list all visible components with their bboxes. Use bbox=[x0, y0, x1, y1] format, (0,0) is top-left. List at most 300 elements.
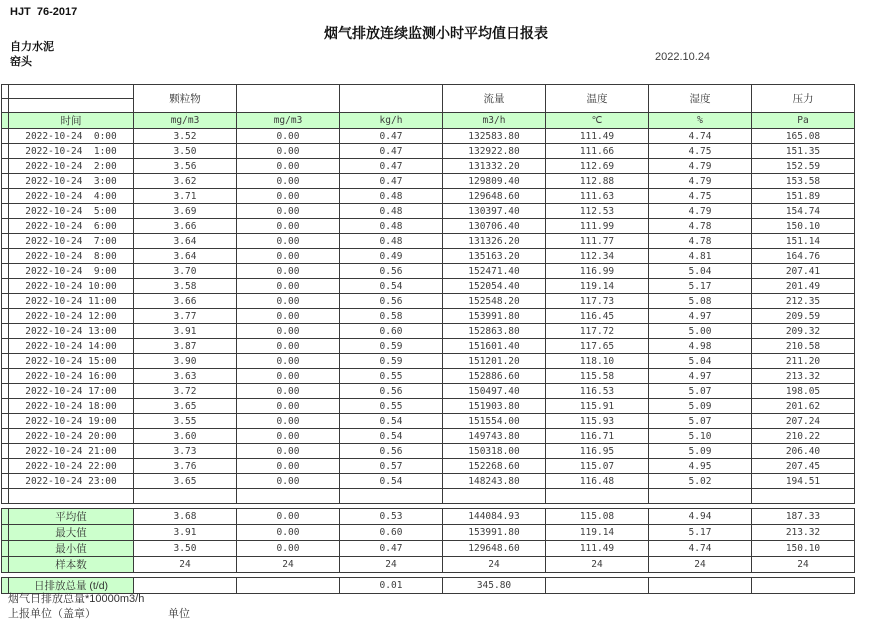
table-row bbox=[2, 339, 855, 354]
summary-label: 最小值 bbox=[9, 541, 134, 557]
daily-total-value-cell: 345.80 bbox=[443, 578, 546, 594]
summary-value-cell: 3.50 bbox=[134, 541, 237, 557]
empty-cell bbox=[9, 489, 134, 504]
value-cell: 111.63 bbox=[546, 189, 649, 204]
value-cell: 0.55 bbox=[340, 399, 443, 414]
value-cell: 207.41 bbox=[752, 264, 855, 279]
value-cell: 0.00 bbox=[237, 249, 340, 264]
column-header bbox=[340, 85, 443, 113]
summary-value-cell: 150.10 bbox=[752, 541, 855, 557]
summary-value-cell: 111.49 bbox=[546, 541, 649, 557]
time-cell: 2022-10-24 9:00 bbox=[9, 264, 134, 279]
value-cell: 0.57 bbox=[340, 459, 443, 474]
empty-cell bbox=[340, 489, 443, 504]
margin-strip-cell bbox=[2, 369, 9, 384]
time-cell: 2022-10-24 7:00 bbox=[9, 234, 134, 249]
value-cell: 119.14 bbox=[546, 279, 649, 294]
summary-value-cell: 0.60 bbox=[340, 525, 443, 541]
time-cell: 2022-10-24 16:00 bbox=[9, 369, 134, 384]
value-cell: 0.00 bbox=[237, 399, 340, 414]
value-cell: 4.79 bbox=[649, 159, 752, 174]
value-cell: 129648.60 bbox=[443, 189, 546, 204]
summary-value-cell: 5.17 bbox=[649, 525, 752, 541]
value-cell: 3.91 bbox=[134, 324, 237, 339]
summary-row bbox=[2, 541, 855, 557]
value-cell: 0.00 bbox=[237, 339, 340, 354]
margin-strip-cell bbox=[2, 144, 9, 159]
margin-strip-cell bbox=[2, 249, 9, 264]
value-cell: 115.58 bbox=[546, 369, 649, 384]
value-cell: 0.00 bbox=[237, 444, 340, 459]
value-cell: 3.71 bbox=[134, 189, 237, 204]
value-cell: 5.07 bbox=[649, 384, 752, 399]
value-cell: 0.56 bbox=[340, 264, 443, 279]
value-cell: 151201.20 bbox=[443, 354, 546, 369]
time-cell: 2022-10-24 12:00 bbox=[9, 309, 134, 324]
value-cell: 0.54 bbox=[340, 474, 443, 489]
time-cell: 2022-10-24 2:00 bbox=[9, 159, 134, 174]
value-cell: 0.54 bbox=[340, 279, 443, 294]
summary-value-cell: 0.00 bbox=[237, 541, 340, 557]
value-cell: 115.91 bbox=[546, 399, 649, 414]
margin-strip-cell bbox=[2, 509, 9, 525]
table-row bbox=[2, 249, 855, 264]
margin-strip-cell bbox=[2, 234, 9, 249]
value-cell: 130706.40 bbox=[443, 219, 546, 234]
value-cell: 0.56 bbox=[340, 384, 443, 399]
value-cell: 111.66 bbox=[546, 144, 649, 159]
margin-strip-cell bbox=[2, 279, 9, 294]
empty-cell bbox=[649, 489, 752, 504]
unit-cell: mg/m3 bbox=[134, 113, 237, 129]
daily-total-label: 日排放总量 (t/d) bbox=[9, 578, 134, 594]
standard-code: HJT 76-2017 bbox=[10, 6, 78, 18]
unit-cell: ℃ bbox=[546, 113, 649, 129]
report-unit-label: 上报单位（盖章） bbox=[8, 608, 96, 620]
summary-value-cell: 24 bbox=[134, 557, 237, 573]
table-row bbox=[2, 219, 855, 234]
table-row bbox=[2, 234, 855, 249]
value-cell: 151903.80 bbox=[443, 399, 546, 414]
value-cell: 4.79 bbox=[649, 174, 752, 189]
value-cell: 3.87 bbox=[134, 339, 237, 354]
value-cell: 112.53 bbox=[546, 204, 649, 219]
value-cell: 0.00 bbox=[237, 174, 340, 189]
value-cell: 0.00 bbox=[237, 369, 340, 384]
value-cell: 131332.20 bbox=[443, 159, 546, 174]
value-cell: 0.47 bbox=[340, 144, 443, 159]
unit-cell: mg/m3 bbox=[237, 113, 340, 129]
value-cell: 3.56 bbox=[134, 159, 237, 174]
value-cell: 0.00 bbox=[237, 459, 340, 474]
value-cell: 212.35 bbox=[752, 294, 855, 309]
table-row bbox=[2, 144, 855, 159]
margin-strip-cell bbox=[2, 429, 9, 444]
value-cell: 3.76 bbox=[134, 459, 237, 474]
table-row bbox=[2, 174, 855, 189]
value-cell: 3.60 bbox=[134, 429, 237, 444]
time-cell: 2022-10-24 18:00 bbox=[9, 399, 134, 414]
empty-cell bbox=[134, 489, 237, 504]
value-cell: 111.77 bbox=[546, 234, 649, 249]
value-cell: 0.47 bbox=[340, 174, 443, 189]
value-cell: 130397.40 bbox=[443, 204, 546, 219]
value-cell: 0.00 bbox=[237, 279, 340, 294]
value-cell: 154.74 bbox=[752, 204, 855, 219]
value-cell: 0.56 bbox=[340, 444, 443, 459]
value-cell: 0.48 bbox=[340, 219, 443, 234]
value-cell: 135163.20 bbox=[443, 249, 546, 264]
value-cell: 112.88 bbox=[546, 174, 649, 189]
value-cell: 152054.40 bbox=[443, 279, 546, 294]
time-cell: 2022-10-24 8:00 bbox=[9, 249, 134, 264]
value-cell: 201.62 bbox=[752, 399, 855, 414]
value-cell: 116.48 bbox=[546, 474, 649, 489]
value-cell: 152548.20 bbox=[443, 294, 546, 309]
value-cell: 3.66 bbox=[134, 219, 237, 234]
unit-row bbox=[2, 113, 855, 129]
value-cell: 4.95 bbox=[649, 459, 752, 474]
margin-strip-cell bbox=[2, 474, 9, 489]
value-cell: 111.99 bbox=[546, 219, 649, 234]
table-row bbox=[2, 474, 855, 489]
value-cell: 152471.40 bbox=[443, 264, 546, 279]
margin-strip-cell bbox=[2, 414, 9, 429]
unit-label: 单位 bbox=[168, 608, 190, 620]
margin-strip-cell bbox=[2, 174, 9, 189]
value-cell: 151.89 bbox=[752, 189, 855, 204]
time-cell: 2022-10-24 22:00 bbox=[9, 459, 134, 474]
value-cell: 0.48 bbox=[340, 189, 443, 204]
value-cell: 0.54 bbox=[340, 414, 443, 429]
unit-cell: Pa bbox=[752, 113, 855, 129]
value-cell: 5.04 bbox=[649, 264, 752, 279]
table-row bbox=[2, 429, 855, 444]
margin-strip-cell bbox=[2, 189, 9, 204]
summary-value-cell: 4.94 bbox=[649, 509, 752, 525]
value-cell: 198.05 bbox=[752, 384, 855, 399]
table-row bbox=[2, 384, 855, 399]
value-cell: 116.99 bbox=[546, 264, 649, 279]
value-cell: 0.00 bbox=[237, 474, 340, 489]
margin-strip-cell bbox=[2, 459, 9, 474]
time-cell: 2022-10-24 11:00 bbox=[9, 294, 134, 309]
time-cell: 2022-10-24 4:00 bbox=[9, 189, 134, 204]
value-cell: 194.51 bbox=[752, 474, 855, 489]
value-cell: 4.98 bbox=[649, 339, 752, 354]
value-cell: 0.00 bbox=[237, 189, 340, 204]
value-cell: 0.00 bbox=[237, 309, 340, 324]
margin-strip-cell bbox=[2, 113, 9, 129]
time-cell: 2022-10-24 0:00 bbox=[9, 129, 134, 144]
value-cell: 207.45 bbox=[752, 459, 855, 474]
time-cell: 2022-10-24 3:00 bbox=[9, 174, 134, 189]
value-cell: 5.07 bbox=[649, 414, 752, 429]
value-cell: 153991.80 bbox=[443, 309, 546, 324]
daily-total-value-cell bbox=[546, 578, 649, 594]
value-cell: 4.75 bbox=[649, 189, 752, 204]
value-cell: 150497.40 bbox=[443, 384, 546, 399]
report-tables bbox=[1, 84, 855, 594]
unit-cell: m3/h bbox=[443, 113, 546, 129]
value-cell: 118.10 bbox=[546, 354, 649, 369]
empty-row bbox=[2, 489, 855, 504]
table-row bbox=[2, 354, 855, 369]
value-cell: 151.14 bbox=[752, 234, 855, 249]
margin-strip-cell bbox=[2, 489, 9, 504]
summary-value-cell: 24 bbox=[443, 557, 546, 573]
value-cell: 152886.60 bbox=[443, 369, 546, 384]
value-cell: 3.58 bbox=[134, 279, 237, 294]
margin-strip-cell bbox=[2, 384, 9, 399]
value-cell: 117.73 bbox=[546, 294, 649, 309]
time-cell: 2022-10-24 10:00 bbox=[9, 279, 134, 294]
value-cell: 0.58 bbox=[340, 309, 443, 324]
value-cell: 115.93 bbox=[546, 414, 649, 429]
margin-strip-cell bbox=[2, 324, 9, 339]
summary-value-cell: 24 bbox=[340, 557, 443, 573]
report-date: 2022.10.24 bbox=[655, 51, 711, 63]
value-cell: 151601.40 bbox=[443, 339, 546, 354]
table-row bbox=[2, 414, 855, 429]
value-cell: 3.64 bbox=[134, 249, 237, 264]
value-cell: 5.04 bbox=[649, 354, 752, 369]
time-cell: 2022-10-24 21:00 bbox=[9, 444, 134, 459]
empty-cell bbox=[237, 489, 340, 504]
summary-label: 最大值 bbox=[9, 525, 134, 541]
value-cell: 201.49 bbox=[752, 279, 855, 294]
value-cell: 165.08 bbox=[752, 129, 855, 144]
value-cell: 4.97 bbox=[649, 369, 752, 384]
value-cell: 153.58 bbox=[752, 174, 855, 189]
value-cell: 3.65 bbox=[134, 474, 237, 489]
value-cell: 116.71 bbox=[546, 429, 649, 444]
summary-value-cell: 4.74 bbox=[649, 541, 752, 557]
daily-total-value-cell bbox=[237, 578, 340, 594]
value-cell: 3.66 bbox=[134, 294, 237, 309]
value-cell: 4.97 bbox=[649, 309, 752, 324]
daily-total-value-cell bbox=[134, 578, 237, 594]
margin-strip-cell bbox=[2, 354, 9, 369]
value-cell: 3.63 bbox=[134, 369, 237, 384]
margin-strip-cell bbox=[2, 159, 9, 174]
empty-cell bbox=[546, 489, 649, 504]
value-cell: 116.53 bbox=[546, 384, 649, 399]
value-cell: 151.35 bbox=[752, 144, 855, 159]
value-cell: 112.34 bbox=[546, 249, 649, 264]
value-cell: 0.00 bbox=[237, 204, 340, 219]
margin-strip-cell bbox=[2, 309, 9, 324]
time-header-lower-cell bbox=[9, 99, 134, 113]
value-cell: 3.69 bbox=[134, 204, 237, 219]
summary-value-cell: 153991.80 bbox=[443, 525, 546, 541]
value-cell: 209.59 bbox=[752, 309, 855, 324]
time-cell: 2022-10-24 20:00 bbox=[9, 429, 134, 444]
summary-value-cell: 119.14 bbox=[546, 525, 649, 541]
time-cell: 2022-10-24 19:00 bbox=[9, 414, 134, 429]
value-cell: 150318.00 bbox=[443, 444, 546, 459]
time-cell: 2022-10-24 13:00 bbox=[9, 324, 134, 339]
table-row bbox=[2, 189, 855, 204]
column-header: 流量 bbox=[443, 85, 546, 113]
summary-value-cell: 144084.93 bbox=[443, 509, 546, 525]
margin-strip-cell bbox=[2, 264, 9, 279]
table-row bbox=[2, 324, 855, 339]
value-cell: 149743.80 bbox=[443, 429, 546, 444]
summary-table bbox=[1, 508, 855, 573]
value-cell: 150.10 bbox=[752, 219, 855, 234]
value-cell: 164.76 bbox=[752, 249, 855, 264]
empty-cell bbox=[752, 489, 855, 504]
margin-strip-cell bbox=[2, 294, 9, 309]
value-cell: 3.73 bbox=[134, 444, 237, 459]
value-cell: 0.56 bbox=[340, 294, 443, 309]
header-row-pollutants bbox=[2, 85, 855, 99]
value-cell: 3.77 bbox=[134, 309, 237, 324]
time-cell: 2022-10-24 5:00 bbox=[9, 204, 134, 219]
hourly-data-table bbox=[1, 84, 855, 504]
column-header: 颗粒物 bbox=[134, 85, 237, 113]
margin-strip-cell bbox=[2, 85, 9, 99]
value-cell: 117.65 bbox=[546, 339, 649, 354]
time-column-header: 时间 bbox=[9, 113, 134, 129]
value-cell: 0.60 bbox=[340, 324, 443, 339]
value-cell: 4.78 bbox=[649, 219, 752, 234]
column-header: 压力 bbox=[752, 85, 855, 113]
value-cell: 132922.80 bbox=[443, 144, 546, 159]
table-row bbox=[2, 204, 855, 219]
value-cell: 0.47 bbox=[340, 129, 443, 144]
value-cell: 0.00 bbox=[237, 384, 340, 399]
value-cell: 206.40 bbox=[752, 444, 855, 459]
summary-row bbox=[2, 509, 855, 525]
value-cell: 0.00 bbox=[237, 219, 340, 234]
summary-row bbox=[2, 557, 855, 573]
value-cell: 3.52 bbox=[134, 129, 237, 144]
summary-value-cell: 0.47 bbox=[340, 541, 443, 557]
value-cell: 3.70 bbox=[134, 264, 237, 279]
value-cell: 210.58 bbox=[752, 339, 855, 354]
summary-value-cell: 24 bbox=[546, 557, 649, 573]
time-cell: 2022-10-24 23:00 bbox=[9, 474, 134, 489]
time-header-upper-cell bbox=[9, 85, 134, 99]
value-cell: 3.65 bbox=[134, 399, 237, 414]
summary-row bbox=[2, 525, 855, 541]
summary-value-cell: 129648.60 bbox=[443, 541, 546, 557]
unit-cell: % bbox=[649, 113, 752, 129]
value-cell: 148243.80 bbox=[443, 474, 546, 489]
value-cell: 3.90 bbox=[134, 354, 237, 369]
value-cell: 0.00 bbox=[237, 414, 340, 429]
value-cell: 115.07 bbox=[546, 459, 649, 474]
value-cell: 0.00 bbox=[237, 294, 340, 309]
table-row bbox=[2, 159, 855, 174]
value-cell: 0.59 bbox=[340, 339, 443, 354]
value-cell: 5.10 bbox=[649, 429, 752, 444]
summary-value-cell: 0.00 bbox=[237, 525, 340, 541]
value-cell: 0.00 bbox=[237, 264, 340, 279]
value-cell: 5.00 bbox=[649, 324, 752, 339]
value-cell: 4.74 bbox=[649, 129, 752, 144]
value-cell: 0.55 bbox=[340, 369, 443, 384]
summary-value-cell: 24 bbox=[237, 557, 340, 573]
value-cell: 5.02 bbox=[649, 474, 752, 489]
value-cell: 132583.80 bbox=[443, 129, 546, 144]
value-cell: 0.49 bbox=[340, 249, 443, 264]
value-cell: 4.81 bbox=[649, 249, 752, 264]
margin-strip-cell bbox=[2, 129, 9, 144]
margin-strip-cell bbox=[2, 219, 9, 234]
summary-value-cell: 187.33 bbox=[752, 509, 855, 525]
value-cell: 0.00 bbox=[237, 159, 340, 174]
summary-value-cell: 213.32 bbox=[752, 525, 855, 541]
value-cell: 209.32 bbox=[752, 324, 855, 339]
summary-value-cell: 3.91 bbox=[134, 525, 237, 541]
table-row bbox=[2, 264, 855, 279]
table-row bbox=[2, 444, 855, 459]
value-cell: 4.75 bbox=[649, 144, 752, 159]
margin-strip-cell bbox=[2, 444, 9, 459]
value-cell: 0.00 bbox=[237, 144, 340, 159]
value-cell: 4.78 bbox=[649, 234, 752, 249]
value-cell: 0.00 bbox=[237, 324, 340, 339]
empty-cell bbox=[443, 489, 546, 504]
value-cell: 207.24 bbox=[752, 414, 855, 429]
value-cell: 152268.60 bbox=[443, 459, 546, 474]
value-cell: 117.72 bbox=[546, 324, 649, 339]
value-cell: 0.59 bbox=[340, 354, 443, 369]
value-cell: 116.95 bbox=[546, 444, 649, 459]
daily-total-value-cell: 0.01 bbox=[340, 578, 443, 594]
margin-strip-cell bbox=[2, 525, 9, 541]
value-cell: 131326.20 bbox=[443, 234, 546, 249]
table-row bbox=[2, 294, 855, 309]
value-cell: 0.48 bbox=[340, 234, 443, 249]
value-cell: 0.48 bbox=[340, 204, 443, 219]
margin-strip-cell bbox=[2, 399, 9, 414]
margin-strip-cell bbox=[2, 204, 9, 219]
time-cell: 2022-10-24 15:00 bbox=[9, 354, 134, 369]
value-cell: 116.45 bbox=[546, 309, 649, 324]
company-name: 自力水泥 bbox=[10, 41, 54, 53]
time-cell: 2022-10-24 14:00 bbox=[9, 339, 134, 354]
margin-strip-cell bbox=[2, 99, 9, 113]
margin-strip-cell bbox=[2, 557, 9, 573]
report-title: 烟气排放连续监测小时平均值日报表 bbox=[324, 25, 548, 41]
value-cell: 3.72 bbox=[134, 384, 237, 399]
unit-cell: kg/h bbox=[340, 113, 443, 129]
table-row bbox=[2, 309, 855, 324]
daily-total-value-cell bbox=[752, 578, 855, 594]
station-name: 窑头 bbox=[10, 56, 32, 68]
table-row bbox=[2, 399, 855, 414]
table-row bbox=[2, 279, 855, 294]
table-row bbox=[2, 369, 855, 384]
value-cell: 4.79 bbox=[649, 204, 752, 219]
value-cell: 151554.00 bbox=[443, 414, 546, 429]
value-cell: 210.22 bbox=[752, 429, 855, 444]
column-header: 湿度 bbox=[649, 85, 752, 113]
table-row bbox=[2, 459, 855, 474]
time-cell: 2022-10-24 1:00 bbox=[9, 144, 134, 159]
summary-value-cell: 0.53 bbox=[340, 509, 443, 525]
summary-value-cell: 24 bbox=[752, 557, 855, 573]
value-cell: 0.00 bbox=[237, 429, 340, 444]
summary-value-cell: 115.08 bbox=[546, 509, 649, 525]
value-cell: 0.00 bbox=[237, 354, 340, 369]
value-cell: 0.00 bbox=[237, 234, 340, 249]
daily-total-value-cell bbox=[649, 578, 752, 594]
